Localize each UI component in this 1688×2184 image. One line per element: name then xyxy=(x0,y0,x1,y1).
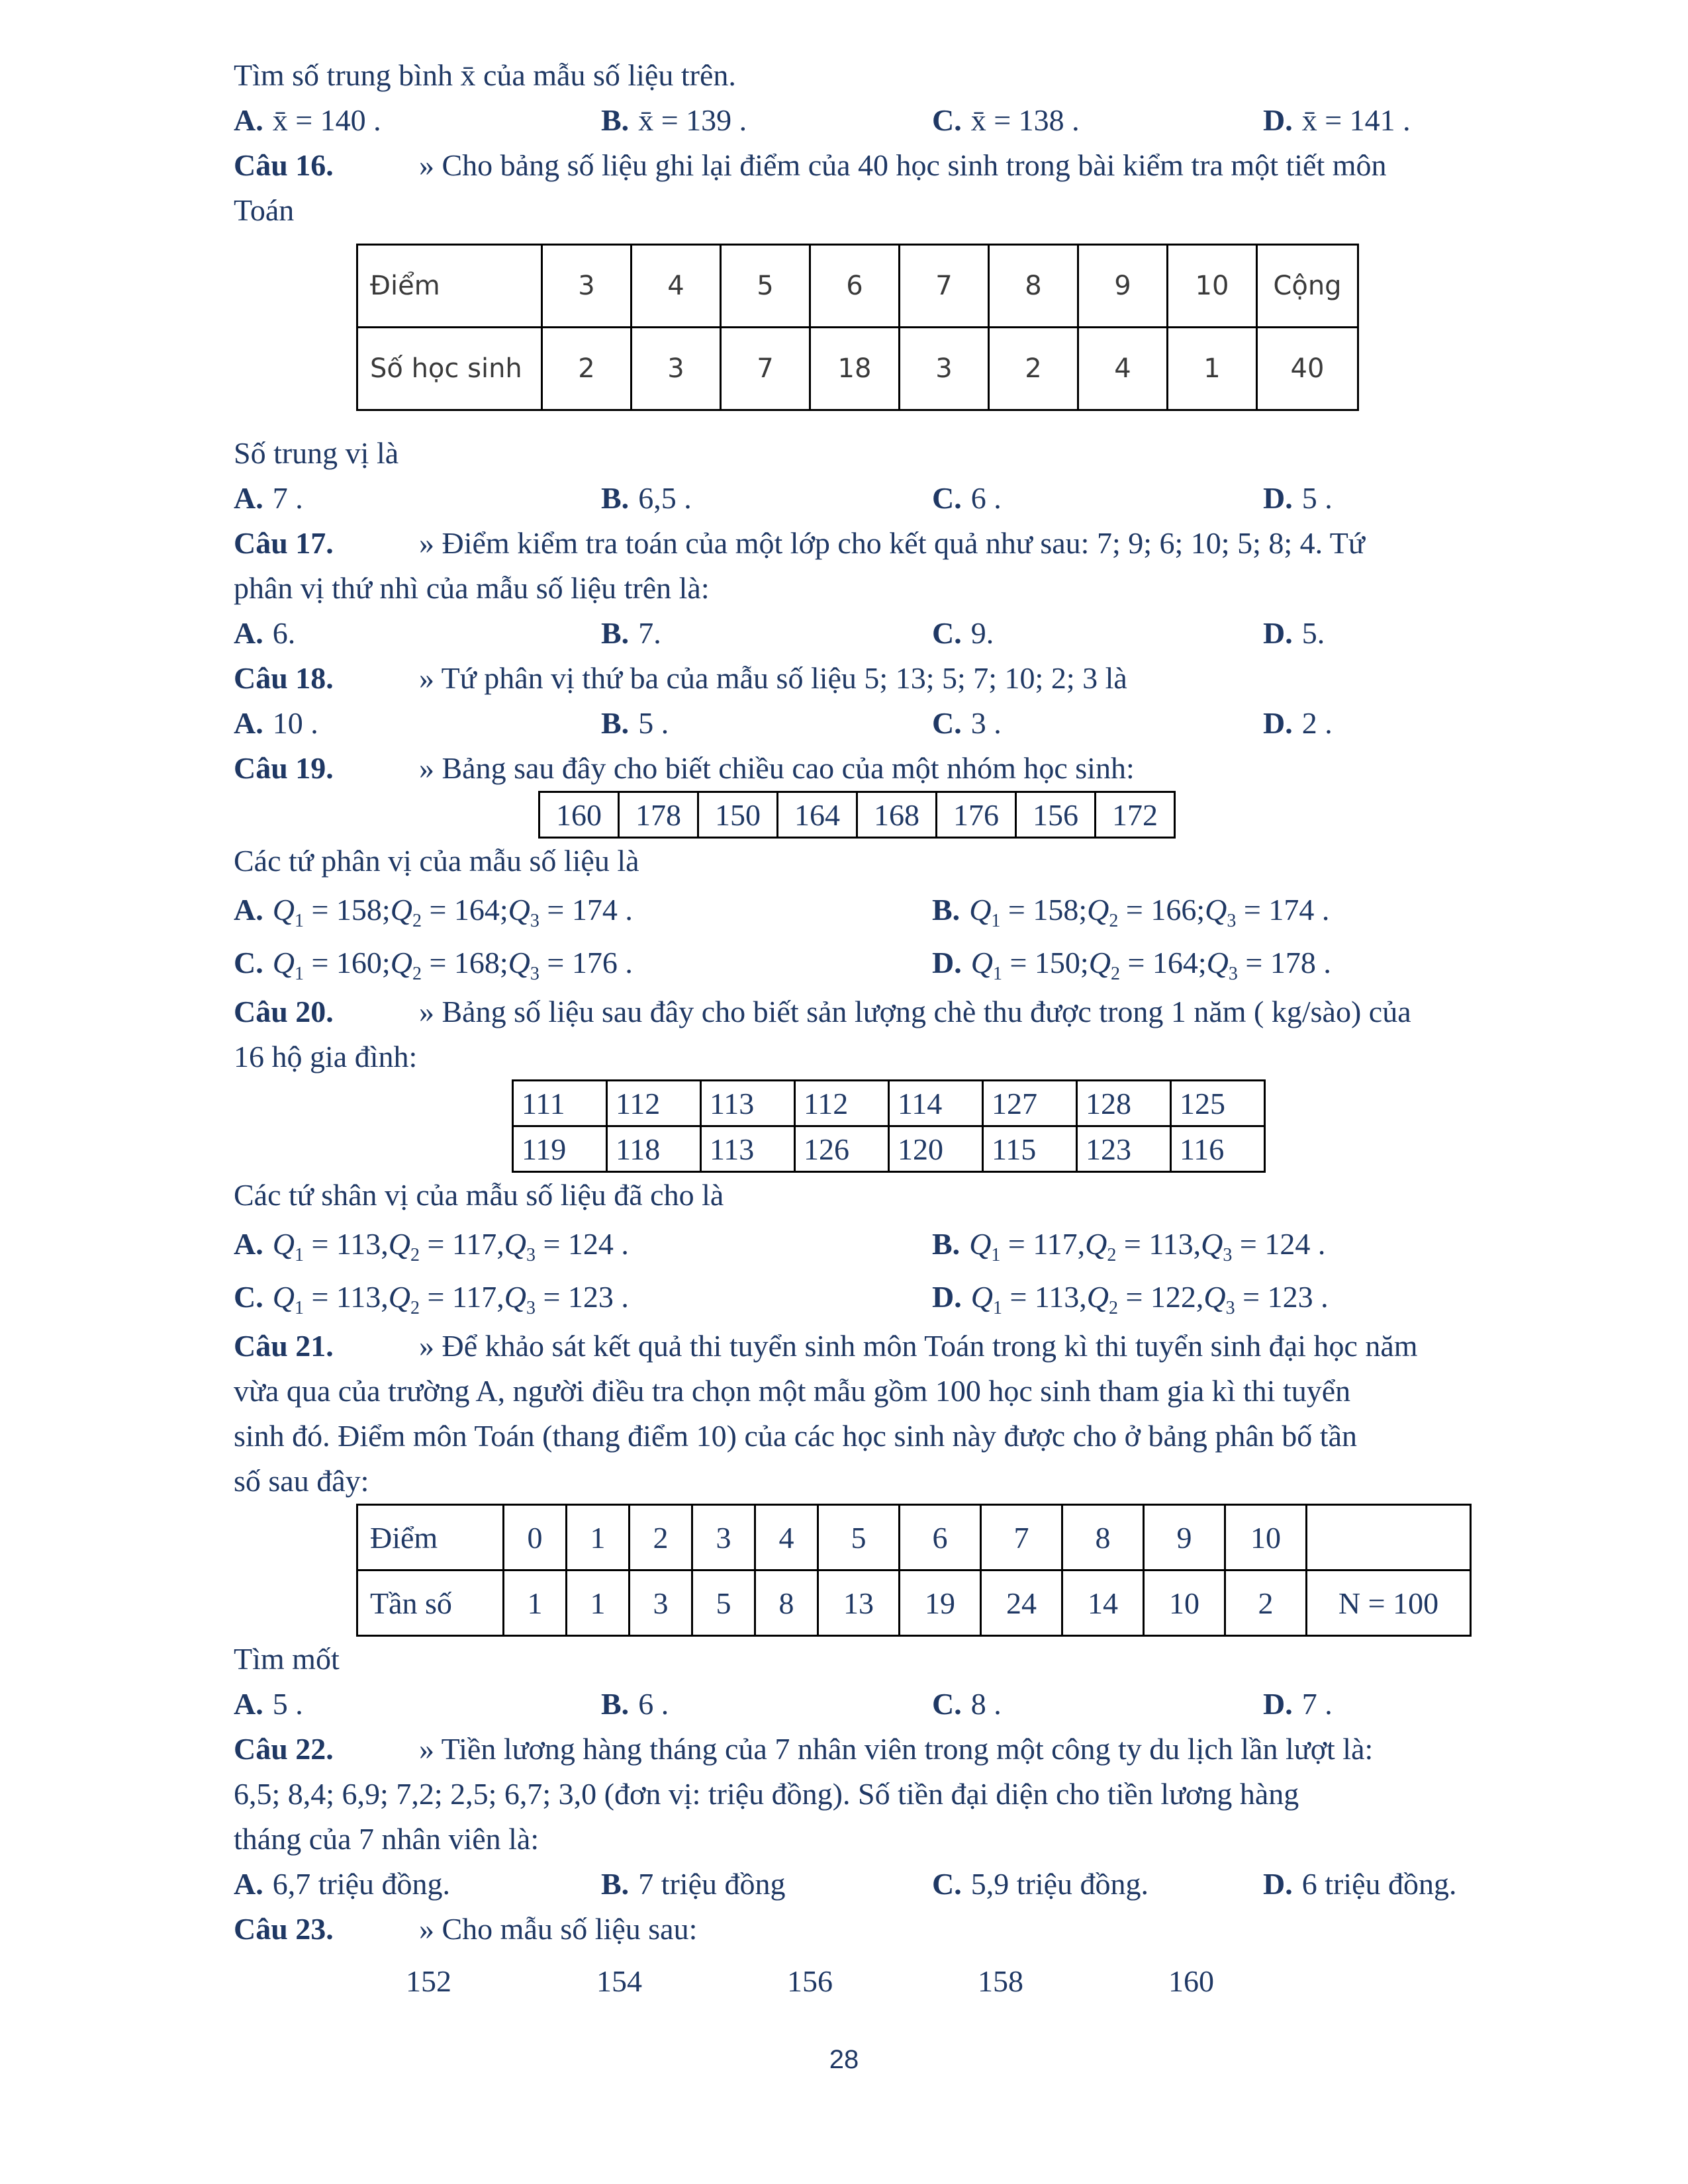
option-a: A. x̄ = 140 . xyxy=(234,103,381,137)
option-a: A. 6,7 triệu đồng. xyxy=(234,1867,451,1901)
q21-line4: số sau đây: xyxy=(234,1464,369,1498)
q20-options-ab xyxy=(234,1218,1495,1271)
option-b: B. x̄ = 139 . xyxy=(601,103,747,137)
table-row: 119 118 113 126 120 115 123 116 xyxy=(513,1126,1265,1172)
q21-line2: vừa qua của trường A, người điều tra chọn một mẫu gồm 100 học sinh tham gia kì thi tuyển xyxy=(234,1374,1351,1408)
q22-options xyxy=(234,1862,1495,1907)
q16-options xyxy=(234,476,1495,521)
option-d: D. $Q_1$ = $150;Q_2$ = $164;Q_3 = 178$ . xyxy=(932,946,1331,984)
option-a: A. $Q_1$ = $158;Q_2$ = $164;Q_3 = 174$ . xyxy=(234,893,633,931)
option-b: B. $Q_1$ = $158;Q_2$ = $166;Q_3 = 174$ . xyxy=(932,893,1330,931)
data-value: 154 xyxy=(596,1964,642,1998)
q22-line3: tháng của 7 nhân viên là: xyxy=(234,1822,539,1856)
option-d: D. $Q_1 = 113,Q_2 = 122,Q_3 = 123$ . xyxy=(932,1280,1329,1318)
q21-options xyxy=(234,1682,1495,1727)
option-a: A. $Q_1 = 113,Q_2 = 117,Q_3 = 124$ . xyxy=(234,1227,629,1265)
page xyxy=(234,53,1495,2011)
question-number: Câu 21. xyxy=(234,1329,334,1363)
option-c: C. 3 . xyxy=(932,706,1002,740)
q20-table xyxy=(512,1079,1266,1173)
q19-options-ab xyxy=(234,884,1495,936)
question-number: Câu 22. xyxy=(234,1732,334,1766)
q23-line1: Câu 23. » Cho mẫu số liệu sau: xyxy=(234,1907,1495,1952)
option-c: C. 9. xyxy=(932,616,994,650)
q20-options-cd xyxy=(234,1271,1495,1324)
q21-line1: Câu 21. » Để khảo sát kết quả thi tuyển sinh môn Toán trong kì thi tuyển sinh đại học năm xyxy=(234,1324,1495,1369)
q16-line1: Câu 16. » Cho bảng số liệu ghi lại điểm của 40 học sinh trong bài kiểm tra một tiết môn xyxy=(234,143,1495,188)
option-d: D. 7 . xyxy=(1263,1687,1333,1721)
intro-text: Tìm số trung bình x̄ của mẫu số liệu trên. xyxy=(234,58,736,92)
option-d: D. x̄ = 141 . xyxy=(1263,103,1411,137)
q22-line1: Câu 22. » Tiền lương hàng tháng của 7 nhân viên trong một công ty du lịch lần lượt là: xyxy=(234,1727,1495,1772)
q19-table xyxy=(538,791,1176,839)
q16-table xyxy=(356,244,1359,411)
option-d: D. 5. xyxy=(1263,616,1325,650)
q20-prompt: Các tứ shân vị của mẫu số liệu đã cho là xyxy=(234,1178,724,1212)
option-d: D. 5 . xyxy=(1263,481,1333,515)
table-row: 111 112 113 112 114 127 128 125 xyxy=(513,1081,1265,1126)
question-number: Câu 20. xyxy=(234,995,334,1028)
option-b: B. 7. xyxy=(601,616,661,650)
page-number: 28 xyxy=(829,2045,859,2074)
option-c: C. 6 . xyxy=(932,481,1002,515)
question-number: Câu 23. xyxy=(234,1912,334,1946)
q19-line1: Câu 19. » Bảng sau đây cho biết chiều cao của một nhóm học sinh: xyxy=(234,746,1495,791)
option-d: D. 6 triệu đồng. xyxy=(1263,1867,1457,1901)
q17-line1: Câu 17. » Điểm kiểm tra toán của một lớp cho kết quả như sau: 7; 9; 6; 10; 5; 8; 4. Tứ xyxy=(234,521,1495,566)
table-row: 160 178 150 164 168 176 156 172 xyxy=(539,792,1175,838)
option-c: C. x̄ = 138 . xyxy=(932,103,1080,137)
question-number: Câu 16. xyxy=(234,148,334,182)
table-row: Điểm 0 1 2 3 4 5 6 7 8 9 10 xyxy=(357,1505,1471,1570)
q23-values xyxy=(234,1952,1495,2011)
table-row: Số học sinh 2 3 7 18 3 2 4 1 40 xyxy=(357,328,1358,410)
option-a: A. 6. xyxy=(234,616,296,650)
q18-line1: Câu 18. » Tứ phân vị thứ ba của mẫu số liệu 5; 13; 5; 7; 10; 2; 3 là xyxy=(234,656,1495,701)
q22-line2: 6,5; 8,4; 6,9; 7,2; 2,5; 6,7; 3,0 (đơn vị: triệu đồng). Số tiền đại diện cho tiền lương hàng xyxy=(234,1777,1299,1811)
option-b: B. 7 triệu đồng xyxy=(601,1867,786,1901)
option-b: B. 5 . xyxy=(601,706,669,740)
q20-line1: Câu 20. » Bảng số liệu sau đây cho biết sản lượng chè thu được trong 1 năm ( kg/sào) của xyxy=(234,989,1495,1034)
option-b: B. 6 . xyxy=(601,1687,669,1721)
q19-prompt: Các tứ phân vị của mẫu số liệu là xyxy=(234,844,639,878)
q20-line2: 16 hộ gia đình: xyxy=(234,1040,418,1073)
question-number: Câu 17. xyxy=(234,526,334,560)
q21-prompt: Tìm mốt xyxy=(234,1642,340,1676)
question-number: Câu 18. xyxy=(234,661,334,695)
q17-line2: phân vị thứ nhì của mẫu số liệu trên là: xyxy=(234,571,710,605)
option-c: C. $Q_1 = 113,Q_2 = 117,Q_3 = 123$ . xyxy=(234,1280,629,1318)
option-d: D. 2 . xyxy=(1263,706,1333,740)
option-a: A. 10 . xyxy=(234,706,318,740)
q21-line3: sinh đó. Điểm môn Toán (thang điểm 10) của các học sinh này được cho ở bảng phân bố tần xyxy=(234,1419,1357,1453)
option-a: A. 5 . xyxy=(234,1687,303,1721)
q16-prompt: Số trung vị là xyxy=(234,436,399,470)
option-c: C. $Q_1$ = $160;Q_2$ = $168;Q_3 = 176$ . xyxy=(234,946,633,984)
option-a: A. 7 . xyxy=(234,481,303,515)
q16-line2: Toán xyxy=(234,193,295,227)
q19-options-cd xyxy=(234,936,1495,989)
q21-table xyxy=(356,1504,1472,1637)
q17-options xyxy=(234,611,1495,656)
option-c: C. 8 . xyxy=(932,1687,1002,1721)
data-value: 158 xyxy=(978,1964,1023,1998)
option-c: C. 5,9 triệu đồng. xyxy=(932,1867,1149,1901)
data-value: 160 xyxy=(1168,1964,1214,1998)
data-value: 152 xyxy=(406,1964,451,1998)
q18-options xyxy=(234,701,1495,746)
option-b: B. 6,5 . xyxy=(601,481,692,515)
table-row: Tần số 1 1 3 5 8 13 19 24 14 10 2 N = 100 xyxy=(357,1570,1471,1636)
table-row: Điểm 3 4 5 6 7 8 9 10 Cộng xyxy=(357,245,1358,328)
option-b: B. $Q_1 = 117,Q_2 = 113,Q_3 = 124$ . xyxy=(932,1227,1326,1265)
question-number: Câu 19. xyxy=(234,751,334,785)
intro-options xyxy=(234,98,1495,143)
data-value: 156 xyxy=(787,1964,833,1998)
